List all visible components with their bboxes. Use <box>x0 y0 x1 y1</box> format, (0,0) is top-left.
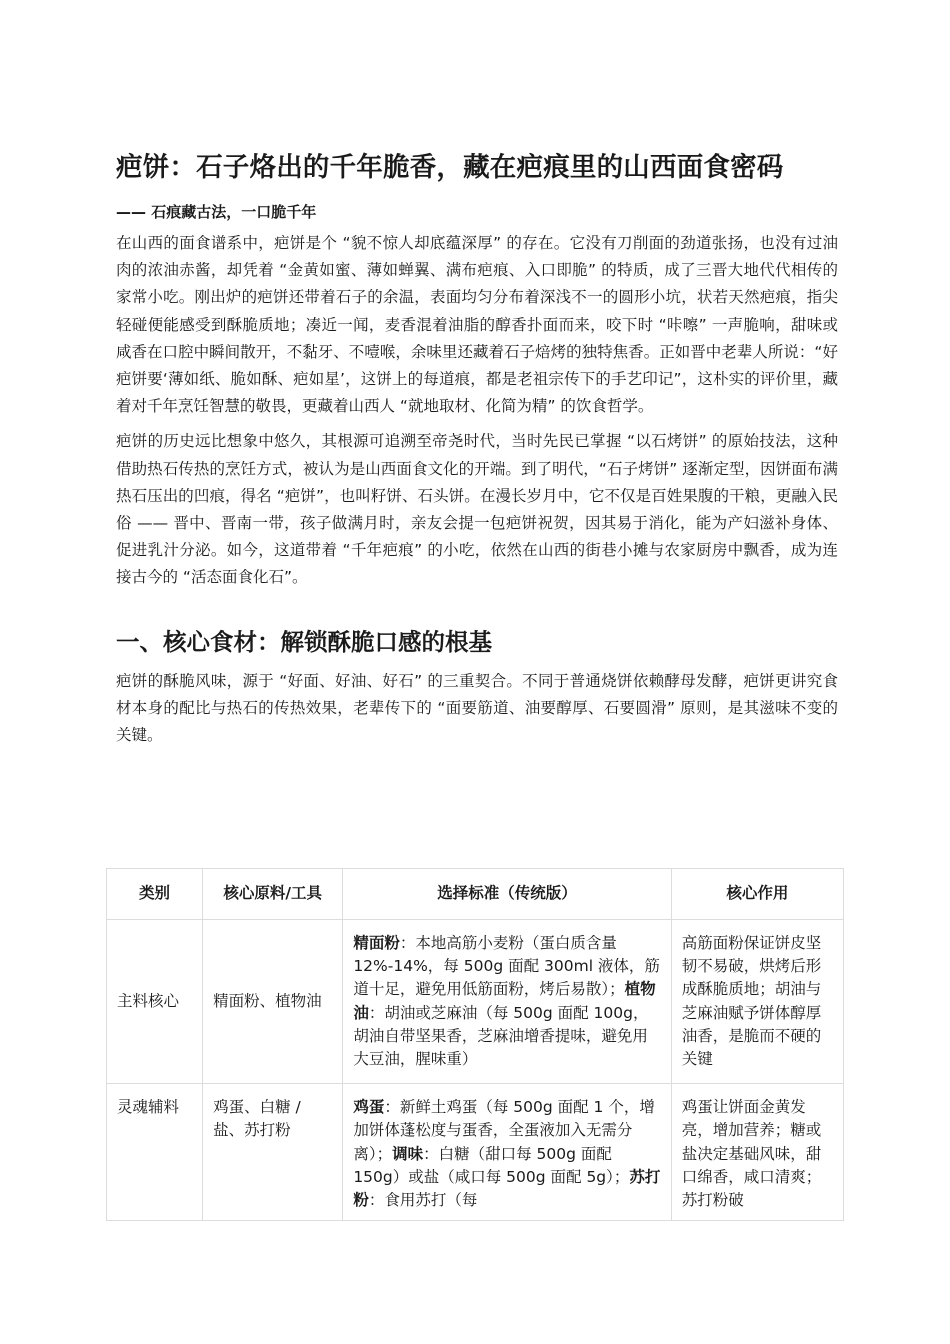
keyword: 植物油 <box>353 980 656 1022</box>
header-effect: 核心作用 <box>671 869 843 920</box>
keyword: 苏打粉 <box>353 1167 661 1210</box>
table-row <box>107 1084 844 1221</box>
cell-materials: 鸡蛋、白糖 / 盐、苏打粉 <box>203 1084 343 1221</box>
header-standard: 选择标准（传统版） <box>343 869 671 920</box>
intro-paragraph-1: 在山西的面食谱系中，疤饼是个 “貌不惊人却底蕴深厚” 的存在。它没有刀削面的劲道张扬，也没有过油肉的浓油赤酱，却凭着 “金黄如蜜、薄如蝉翼、满布疤痕、入口即脆” 的特质，成了三晋大地代代相传的家常小吃。刚出炉的疤饼还带着石子的余温，表面均匀分布着深浅不一的圆形小坑，状若天然疤痕，指尖轻碰便能感受到酥脆质地；凑近一闻，麦香混着油脂的醇香扑面而来，咬下时 “咔嚓” 一声脆响，甜味或咸香在口腔中瞬间散开，不黏牙、不噎喉，余味里还藏着石子焙烤的独特焦香。正如晋中老辈人所说：“好疤饼要‘薄如纸、脆如酥、疤如星’，这饼上的每道痕，都是老祖宗传下的手艺印记”，这朴实的评价里，藏着对千年烹饪智慧的敬畏，更藏着山西人 “就地取材、化简为精” 的饮食哲学。 <box>116 234 838 416</box>
cell-standard <box>343 1084 671 1221</box>
keyword: 鸡蛋 <box>353 1098 385 1117</box>
keyword: 调味 <box>392 1144 424 1163</box>
table-row <box>107 920 844 1084</box>
standard-text: ：白糖（甜口每 500g 面配 150g）或盐（咸口每 500g 面配 5g）； <box>353 1144 630 1186</box>
ingredients-table <box>106 868 844 1221</box>
header-category: 类别 <box>107 869 203 920</box>
section-intro-paragraph: 疤饼的酥脆风味，源于 “好面、好油、好石” 的三重契合。不同于普通烧饼依赖酵母发酵，疤饼更讲究食材本身的配比与热石的传热效果，老辈传下的 “面要筋道、油要醇厚、石要圆滑” 原则，是其滋味不变的关键。 <box>116 671 838 745</box>
standard-text: ：胡油或芝麻油（每 500g 面配 100g，胡油自带坚果香，芝麻油增香提味，避免用大豆油，腥味重） <box>353 1003 649 1069</box>
cell-category: 主料核心 <box>107 920 203 1084</box>
article <box>116 148 838 749</box>
standard-text: ：新鲜土鸡蛋（每 500g 面配 1 个，增加饼体蓬松度与蛋香，全蛋液加入无需分离）； <box>353 1098 655 1163</box>
standard-text: ：本地高筋小麦粉（蛋白质含量 12%-14%，每 500g 面配 300ml 液体，筋道十足，避免用低筋面粉，烤后易散）； <box>353 934 660 999</box>
cell-effect: 高筋面粉保证饼皮坚韧不易破，烘烤后形成酥脆质地；胡油与芝麻油赋予饼体醇厚油香，是脆而不硬的关键 <box>671 920 843 1084</box>
standard-text: ：食用苏打（每 <box>368 1191 478 1210</box>
intro-paragraph-2: 疤饼的历史远比想象中悠久，其根源可追溯至帝尧时代，当时先民已掌握 “以石烤饼” 的原始技法，这种借助热石传热的烹饪方式，被认为是山西面食文化的开端。到了明代，“石子烤饼” 逐渐定型，因饼面布满热石压出的凹痕，得名 “疤饼”，也叫籽饼、石头饼。在漫长岁月中，它不仅是百姓果腹的干粮，更融入民俗 —— 晋中、晋南一带，孩子做满月时，亲友会提一包疤饼祝贺，因其易于消化，能为产妇滋补身体、促进乳汁分泌。如今，这道带着 “千年疤痕” 的小吃，依然在山西的街巷小摊与农家厨房中飘香，成为连接古今的 “活态面食化石”。 <box>116 432 838 587</box>
cell-standard <box>343 920 671 1084</box>
ingredients-table-container <box>106 868 844 1221</box>
cell-materials: 精面粉、植物油 <box>203 920 343 1084</box>
cell-effect: 鸡蛋让饼面金黄发亮，增加营养；糖或盐决定基础风味，甜口绵香，咸口清爽；苏打粉破 <box>671 1084 843 1221</box>
table-header-row <box>107 869 844 920</box>
subtitle: —— 石痕藏古法，一口脆千年 <box>116 203 317 221</box>
keyword: 精面粉 <box>353 934 400 952</box>
section-heading: 一、核心食材：解锁酥脆口感的根基 <box>116 627 492 656</box>
page-title: 疤饼：石子烙出的千年脆香，藏在疤痕里的山西面食密码 <box>116 152 784 183</box>
header-materials: 核心原料/工具 <box>203 869 343 920</box>
cell-category: 灵魂辅料 <box>107 1084 203 1221</box>
